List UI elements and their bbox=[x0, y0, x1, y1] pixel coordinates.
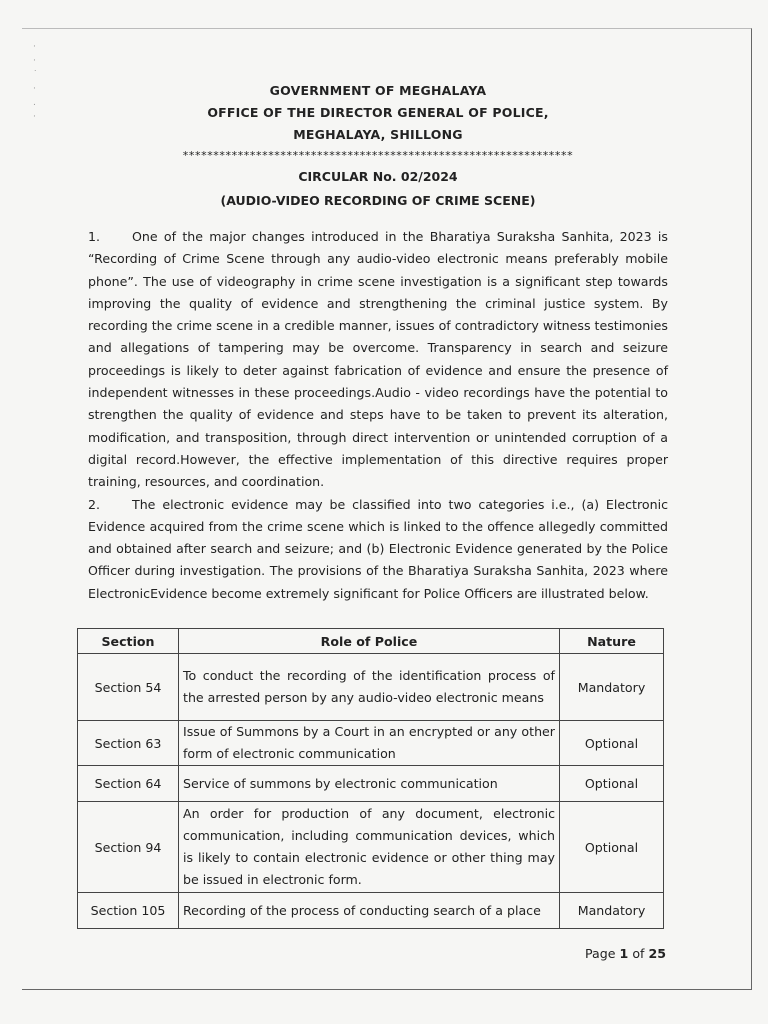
cell-role: An order for production of any document, electronic communication, including communication devices, which is likely to contain electronic evidence or other thing may be issued in electronic form. bbox=[179, 802, 560, 893]
table-row bbox=[78, 721, 664, 766]
cell-section: Section 94 bbox=[78, 802, 179, 893]
page-number bbox=[585, 946, 666, 961]
cell-nature: Mandatory bbox=[560, 654, 664, 721]
cell-section: Section 54 bbox=[78, 654, 179, 721]
document-body bbox=[88, 80, 668, 605]
table-header-row bbox=[78, 629, 664, 654]
cell-role: Service of summons by electronic communication bbox=[179, 766, 560, 802]
table-row bbox=[78, 802, 664, 893]
page-total: 25 bbox=[648, 946, 666, 961]
table-row bbox=[78, 766, 664, 802]
bnss-sections-table bbox=[77, 628, 664, 929]
paragraph-2-text: The electronic evidence may be classified into two categories i.e., (a) Electronic Evidence acquired from the crime scene which is linked to the offence allegedly committed and obtained after search and seizure; and (b) Electronic Evidence generated by the Police Officer during investigation. The provisions of the Bharatiya Suraksha Sanhita, 2023 where ElectronicEvidence become extremely significant for Police Officers are illustrated below. bbox=[88, 496, 668, 601]
page-of-label: of bbox=[632, 946, 645, 961]
column-header-nature: Nature bbox=[560, 629, 664, 654]
cell-section: Section 105 bbox=[78, 893, 179, 929]
header-office: OFFICE OF THE DIRECTOR GENERAL OF POLICE, bbox=[207, 105, 549, 120]
page-current: 1 bbox=[619, 946, 629, 961]
paragraph-2-number: 2. bbox=[88, 496, 101, 512]
cell-nature: Mandatory bbox=[560, 893, 664, 929]
cell-nature: Optional bbox=[560, 721, 664, 766]
paragraph-1-number: 1. bbox=[88, 229, 101, 244]
table-row bbox=[78, 654, 664, 721]
circular-subject: (AUDIO-VIDEO RECORDING OF CRIME SCENE) bbox=[220, 193, 536, 208]
column-header-role: Role of Police bbox=[179, 629, 560, 654]
paragraph-2 bbox=[88, 494, 668, 605]
page-label: Page bbox=[585, 946, 616, 961]
cell-role: Issue of Summons by a Court in an encrypted or any other form of electronic communication bbox=[179, 721, 560, 766]
cell-nature: Optional bbox=[560, 802, 664, 893]
circular-number: CIRCULAR No. 02/2024 bbox=[298, 169, 458, 184]
paragraph-1 bbox=[88, 226, 668, 494]
cell-role: Recording of the process of conducting search of a place bbox=[179, 893, 560, 929]
cell-role: To conduct the recording of the identification process of the arrested person by any audio-video electronic means bbox=[179, 654, 560, 721]
cell-nature: Optional bbox=[560, 766, 664, 802]
column-header-section: Section bbox=[78, 629, 179, 654]
cell-section: Section 64 bbox=[78, 766, 179, 802]
header-location: MEGHALAYA, SHILLONG bbox=[293, 127, 463, 142]
header-separator: **************************************************************** bbox=[182, 149, 574, 162]
header-government: GOVERNMENT OF MEGHALAYA bbox=[269, 83, 487, 98]
cell-section: Section 63 bbox=[78, 721, 179, 766]
scan-specks: · · ˙ · . · bbox=[33, 42, 38, 122]
paragraph-1-text: One of the major changes introduced in the Bharatiya Suraksha Sanhita, 2023 is “Recording of Crime Scene through any audio-video electronic means preferably mobile phone”. The use of videography in crime scene investigation is a significant step towards improving the quality of evidence and strengthening the criminal justice system. By recording the crime scene in a credible manner, issues of contradictory witness testimonies and allegations of tampering may be overcome. Transparency in search and seizure proceedings is likely to deter against fabrication of evidence and ensure the presence of independent witnesses in these proceedings.Audio - video recordings have the potential to strengthen the quality of evidence and steps have to be taken to prevent its alteration, modification, and transposition, through direct intervention or unintended corruption of a digital record.However, the effective implementation of this directive requires proper training, resources, and coordination. bbox=[88, 229, 668, 490]
table-row bbox=[78, 893, 664, 929]
